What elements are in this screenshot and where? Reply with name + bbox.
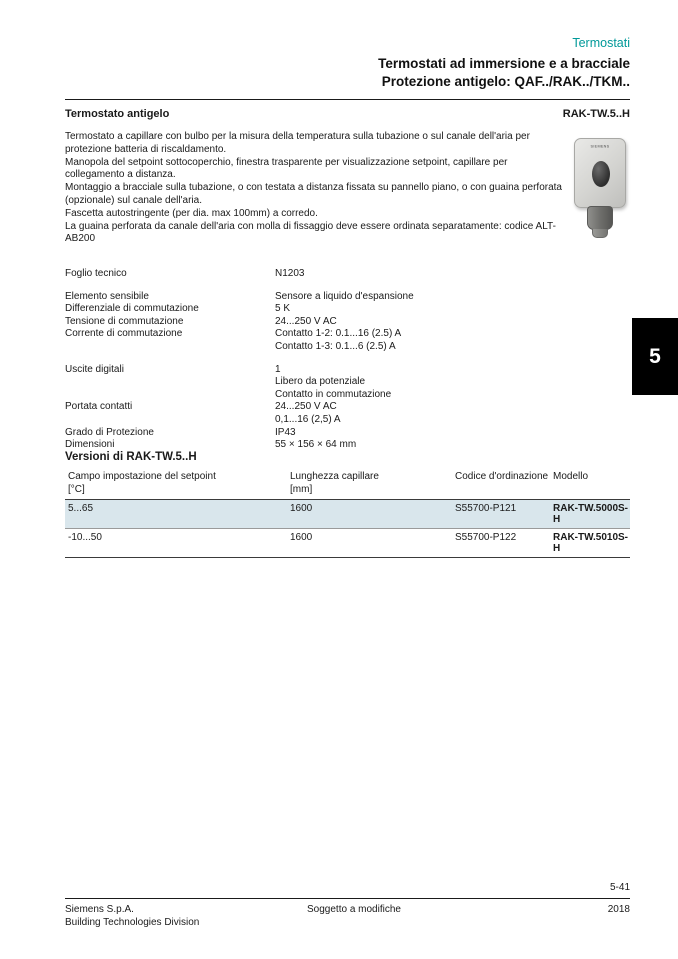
header-category: Termostati	[572, 36, 630, 50]
spec-value: Sensore a liquido d'espansione	[275, 290, 414, 302]
cell-setpoint: -10...50	[68, 532, 102, 543]
col-header-setpoint: Campo impostazione del setpoint [°C]	[68, 471, 216, 495]
footer-company: Siemens S.p.A. Building Technologies Division	[65, 904, 200, 928]
chapter-tab: 5	[632, 318, 678, 395]
spec-value: 55 × 156 × 64 mm	[275, 439, 357, 451]
spec-label: Foglio tecnico	[65, 268, 127, 279]
cell-setpoint: 5...65	[68, 503, 94, 514]
cell-capillary-length: 1600	[290, 532, 313, 543]
spec-row	[65, 316, 630, 329]
cell-capillary-length: 1600	[290, 503, 313, 514]
description-paragraph: Manopola del setpoint sottocoperchio, finestra trasparente per visualizzazione setpoint, capillare per collegamento a distanza.	[65, 156, 508, 181]
spec-row	[65, 427, 630, 440]
page-title-line2: Protezione antigelo: QAF../RAK../TKM..	[381, 73, 630, 89]
spec-row	[65, 364, 630, 402]
spec-value: Contatto 1-2: 0.1...16 (2.5) A	[275, 328, 402, 340]
page-number: 5-41	[609, 882, 630, 893]
spec-label: Tensione di commutazione	[65, 315, 184, 327]
product-description	[65, 131, 565, 246]
versions-title: Versioni di RAK-TW.5..H	[65, 451, 197, 463]
spec-value: 0,1...16 (2,5) A	[275, 413, 341, 425]
header-divider	[65, 99, 630, 100]
page-footer	[65, 904, 630, 929]
section-title: Termostato antigelo	[65, 108, 170, 120]
spec-value: 1	[275, 363, 281, 375]
product-photo	[570, 138, 630, 240]
capillary-gland-tip	[592, 229, 608, 238]
cell-model: RAK-TW.5010S-H	[553, 532, 629, 554]
spec-label: Elemento sensibile	[65, 290, 149, 302]
table-row	[65, 529, 630, 558]
product-model: RAK-TW.5..H	[562, 108, 630, 120]
spec-value: N1203	[275, 268, 305, 279]
table-row	[65, 500, 630, 529]
footer-divider	[65, 898, 630, 899]
ordering-note: La guaina perforata da canale dell'aria con molla di fissaggio deve essere ordinata separatamente: codice ALT-AB200	[65, 220, 556, 245]
spec-row	[65, 439, 630, 452]
cell-order-code: S55700-P122	[455, 532, 517, 543]
col-header-model: Modello	[553, 471, 589, 482]
table-header-row	[65, 471, 630, 500]
spec-row	[65, 268, 630, 281]
setpoint-window	[592, 161, 610, 187]
spec-value: 24...250 V AC	[275, 315, 337, 327]
col-header-capillary-length: Lunghezza capillare [mm]	[290, 471, 379, 495]
page-header	[65, 36, 630, 91]
spec-row	[65, 401, 630, 426]
spec-label: Differenziale di commutazione	[65, 303, 199, 315]
spec-value: Contatto 1-3: 0.1...6 (2.5) A	[275, 340, 396, 352]
spec-label: Dimensioni	[65, 439, 115, 451]
spec-value: Contatto in commutazione	[275, 388, 392, 400]
spec-value: Libero da potenziale	[275, 376, 366, 388]
spec-value: 5 K	[275, 303, 291, 315]
spec-label: Corrente di commutazione	[65, 328, 183, 340]
description-paragraph: Montaggio a bracciale sulla tubazione, o con testata a distanza fissata su pannello piano, o con guaina perforata (opzionale) sul canale dell'aria.	[65, 182, 562, 206]
spec-label: Grado di Protezione	[65, 426, 154, 438]
thermostat-body	[574, 138, 626, 208]
description-paragraph: Fascetta autostringente (per dia. max 100mm) a corredo.	[65, 207, 318, 219]
section-head	[65, 108, 630, 120]
description-paragraph: Termostato a capillare con bulbo per la misura della temperatura sulla tubazione o sul canale dell'aria per protezione batteria di riscaldamento.	[65, 131, 530, 155]
page-title-line1: Termostati ad immersione e a bracciale	[378, 56, 630, 71]
col-header-order-code: Codice d'ordinazione	[455, 471, 549, 482]
capillary-gland	[587, 206, 613, 230]
spec-value: IP43	[275, 426, 296, 438]
footer-note: Soggetto a modifiche	[307, 904, 401, 915]
spec-row	[65, 328, 630, 353]
footer-year: 2018	[607, 904, 630, 915]
spec-value: 24...250 V AC	[275, 401, 337, 413]
spec-list	[65, 268, 630, 452]
spec-row	[65, 291, 630, 304]
spec-label: Uscite digitali	[65, 363, 124, 375]
siemens-logo-text: SIEMENS	[590, 145, 610, 149]
cell-model: RAK-TW.5000S-H	[553, 503, 629, 525]
versions-table	[65, 471, 630, 558]
spec-label: Portata contatti	[65, 401, 133, 413]
spec-row	[65, 303, 630, 316]
cell-order-code: S55700-P121	[455, 503, 517, 514]
